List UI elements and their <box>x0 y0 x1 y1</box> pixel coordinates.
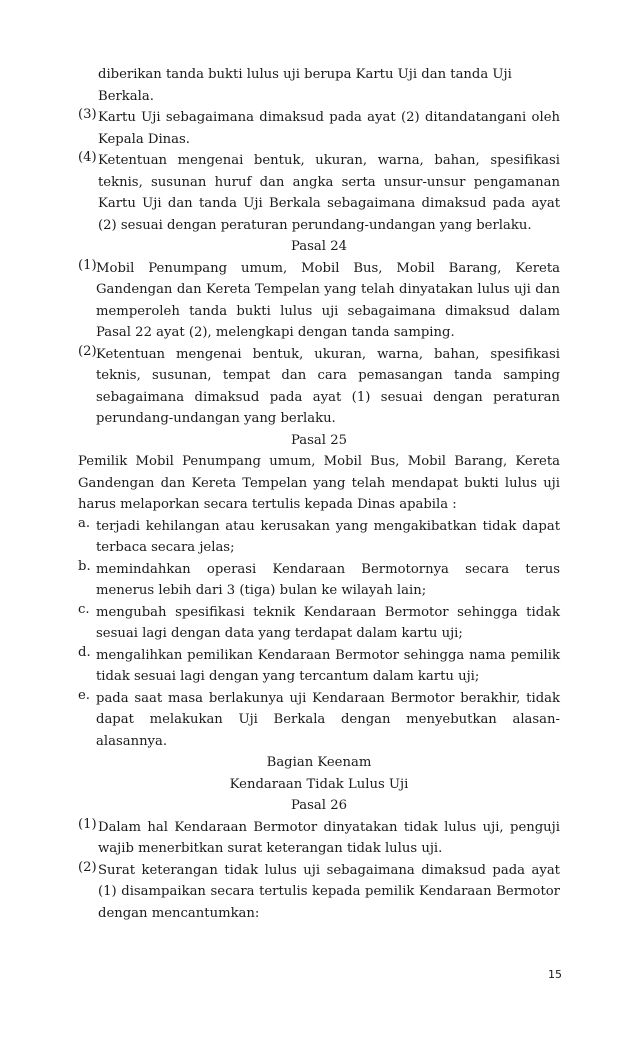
pasal-25-item-c <box>78 602 560 645</box>
item-number: (4) <box>78 150 97 165</box>
list-item-4 <box>78 150 560 236</box>
pasal-25-item-a <box>78 516 560 559</box>
pasal-25-item-e <box>78 688 560 753</box>
page-number: 15 <box>548 968 562 981</box>
item-text: terjadi kehilangan atau kerusakan yang mengakibatkan tidak dapat terbaca secara jelas; <box>96 518 560 555</box>
item-text: pada saat masa berlakunya uji Kendaraan Bermotor berakhir, tidak dapat melakukan Uji Berkala dengan menyebutkan alasan-alasannya. <box>96 690 560 749</box>
item-letter: c. <box>78 601 90 617</box>
pasal-26-heading: Pasal 26 <box>291 798 347 813</box>
list-item-3 <box>78 107 560 150</box>
item-text: Surat keterangan tidak lulus uji sebagaimana dimaksud pada ayat (1) disampaikan secara tertulis kepada pemilik Kendaraan Bermotor dengan mencantumkan: <box>98 862 560 921</box>
item-number: (2) <box>78 859 97 875</box>
item-text: Dalam hal Kendaraan Bermotor dinyatakan tidak lulus uji, penguji wajib menerbitkan surat keterangan tidak lulus uji. <box>98 819 560 856</box>
item-text: Mobil Penumpang umum, Mobil Bus, Mobil Barang, Kereta Gandengan dan Kereta Tempelan yang telah dinyatakan lulus uji dan memperoleh tanda bukti lulus uji sebagaimana dimaksud dalam Pasal 22 ayat (2), melengkapi dengan tanda samping. <box>96 260 560 340</box>
item-letter: a. <box>78 515 91 531</box>
item-text: mengalihkan pemilikan Kendaraan Bermotor sehingga nama pemilik tidak sesuai lagi dengan yang tercantum dalam kartu uji; <box>96 647 560 684</box>
item-text: Ketentuan mengenai bentuk, ukuran, warna, bahan, spesifikasi teknis, susunan, tempat dan cara pemasangan tanda samping sebagaimana dimaksud pada ayat (1) sesuai dengan peraturan perundang-undangan yang berlaku. <box>96 346 560 426</box>
pasal-26-item-1 <box>78 817 560 860</box>
pasal-24-heading: Pasal 24 <box>291 239 347 254</box>
pasal-25-item-b <box>78 559 560 602</box>
item-number: (3) <box>78 107 97 122</box>
continued-line: diberikan tanda bukti lulus uji berupa Kartu Uji dan tanda Uji Berkala. <box>98 67 512 104</box>
section-heading: Bagian Keenam <box>266 755 372 770</box>
item-number: (1) <box>78 816 97 832</box>
item-letter: b. <box>78 558 91 574</box>
section-title: Kendaraan Tidak Lulus Uji <box>229 776 409 792</box>
item-text: Kartu Uji sebagaimana dimaksud pada ayat (2) ditandatangani oleh Kepala Dinas. <box>98 110 560 147</box>
item-text: mengubah spesifikasi teknik Kendaraan Bermotor sehingga tidak sesuai lagi dengan data yang terdapat dalam kartu uji; <box>96 604 560 641</box>
item-letter: e. <box>78 687 90 703</box>
item-number: (2) <box>78 343 97 359</box>
pasal-25-heading: Pasal 25 <box>291 432 347 448</box>
item-text: Ketentuan mengenai bentuk, ukuran, warna, bahan, spesifikasi teknis, susunan huruf dan angka serta unsur-unsur pengamanan Kartu Uji dan tanda Uji Berkala sebagaimana dimaksud pada ayat (2) sesuai dengan peraturan perundang-undangan yang berlaku. <box>98 153 560 233</box>
pasal-24-item-2 <box>78 344 560 430</box>
pasal-25-item-d <box>78 645 560 688</box>
item-letter: d. <box>78 644 91 660</box>
item-text: memindahkan operasi Kendaraan Bermotornya secara terus menerus lebih dari 3 (tiga) bulan ke wilayah lain; <box>96 561 560 598</box>
item-number: (1) <box>78 257 97 273</box>
pasal-25-intro: Pemilik Mobil Penumpang umum, Mobil Bus, Mobil Barang, Kereta Gandengan dan Kereta Tempelan yang telah mendapat bukti lulus uji harus melaporkan secara tertulis kepada Dinas apabila : <box>78 454 560 512</box>
document-page <box>78 64 560 924</box>
pasal-26-item-2 <box>78 860 560 925</box>
pasal-24-item-1 <box>78 258 560 344</box>
